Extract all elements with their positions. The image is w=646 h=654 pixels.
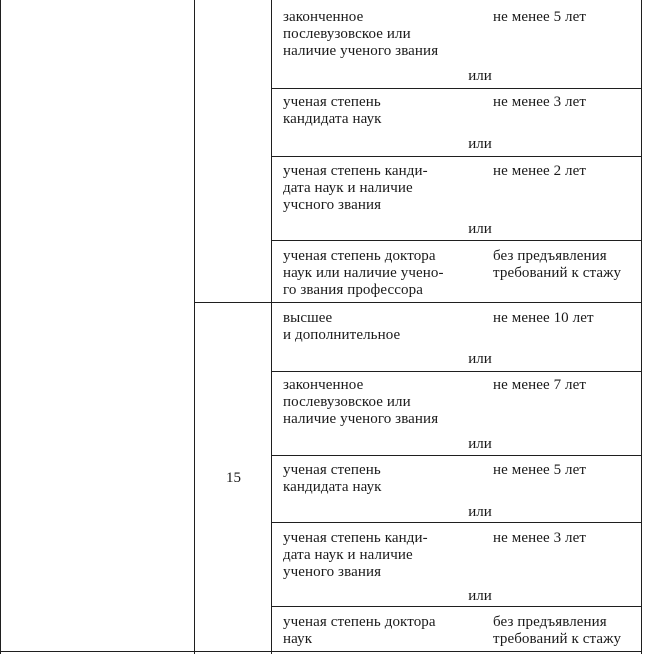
education-cell: законченное послевузовское или наличие ученого звания <box>283 9 439 59</box>
education-cell: высшее и дополнительное <box>283 310 401 343</box>
column-divider-1 <box>194 0 195 654</box>
row-divider <box>271 240 642 241</box>
experience-cell: не менее 5 лет <box>493 462 587 478</box>
column-divider-2 <box>271 0 272 654</box>
table-border-bottom <box>0 651 642 652</box>
experience-cell: не менее 2 лет <box>493 163 587 179</box>
row-divider <box>271 371 642 372</box>
separator-label: или <box>468 68 492 84</box>
separator-label: или <box>468 136 492 152</box>
row-divider <box>271 455 642 456</box>
education-cell: ученая степень канди- дата наук и наличие учсного звания <box>283 163 428 213</box>
experience-cell: не менее 7 лет <box>493 377 587 393</box>
table-border-left <box>0 0 1 654</box>
experience-cell: не менее 10 лет <box>493 310 594 326</box>
education-cell: ученая степень канди- дата наук и наличие ученого звания <box>283 530 428 580</box>
row-divider <box>271 606 642 607</box>
separator-label: или <box>468 588 492 604</box>
separator-label: или <box>468 436 492 452</box>
experience-cell: без предъявления требований к стажу <box>493 614 622 647</box>
group-number: 15 <box>226 470 241 486</box>
experience-cell: не менее 3 лет <box>493 94 587 110</box>
row-divider <box>271 522 642 523</box>
education-cell: ученая степень доктора наук или наличие учено- го звания профессора <box>283 248 444 298</box>
separator-label: или <box>468 221 492 237</box>
experience-cell: без предъявления требований к стажу <box>493 248 622 281</box>
education-cell: ученая степень кандидата наук <box>283 94 382 127</box>
row-divider <box>271 88 642 89</box>
education-cell: ученая степень доктора наук <box>283 614 436 647</box>
row-divider <box>271 156 642 157</box>
group-divider <box>194 302 642 303</box>
separator-label: или <box>468 351 492 367</box>
education-cell: законченное послевузовское или наличие ученого звания <box>283 377 439 427</box>
experience-cell: не менее 5 лет <box>493 9 587 25</box>
experience-cell: не менее 3 лет <box>493 530 587 546</box>
table-border-right <box>641 0 642 654</box>
education-cell: ученая степень кандидата наук <box>283 462 382 495</box>
separator-label: или <box>468 504 492 520</box>
